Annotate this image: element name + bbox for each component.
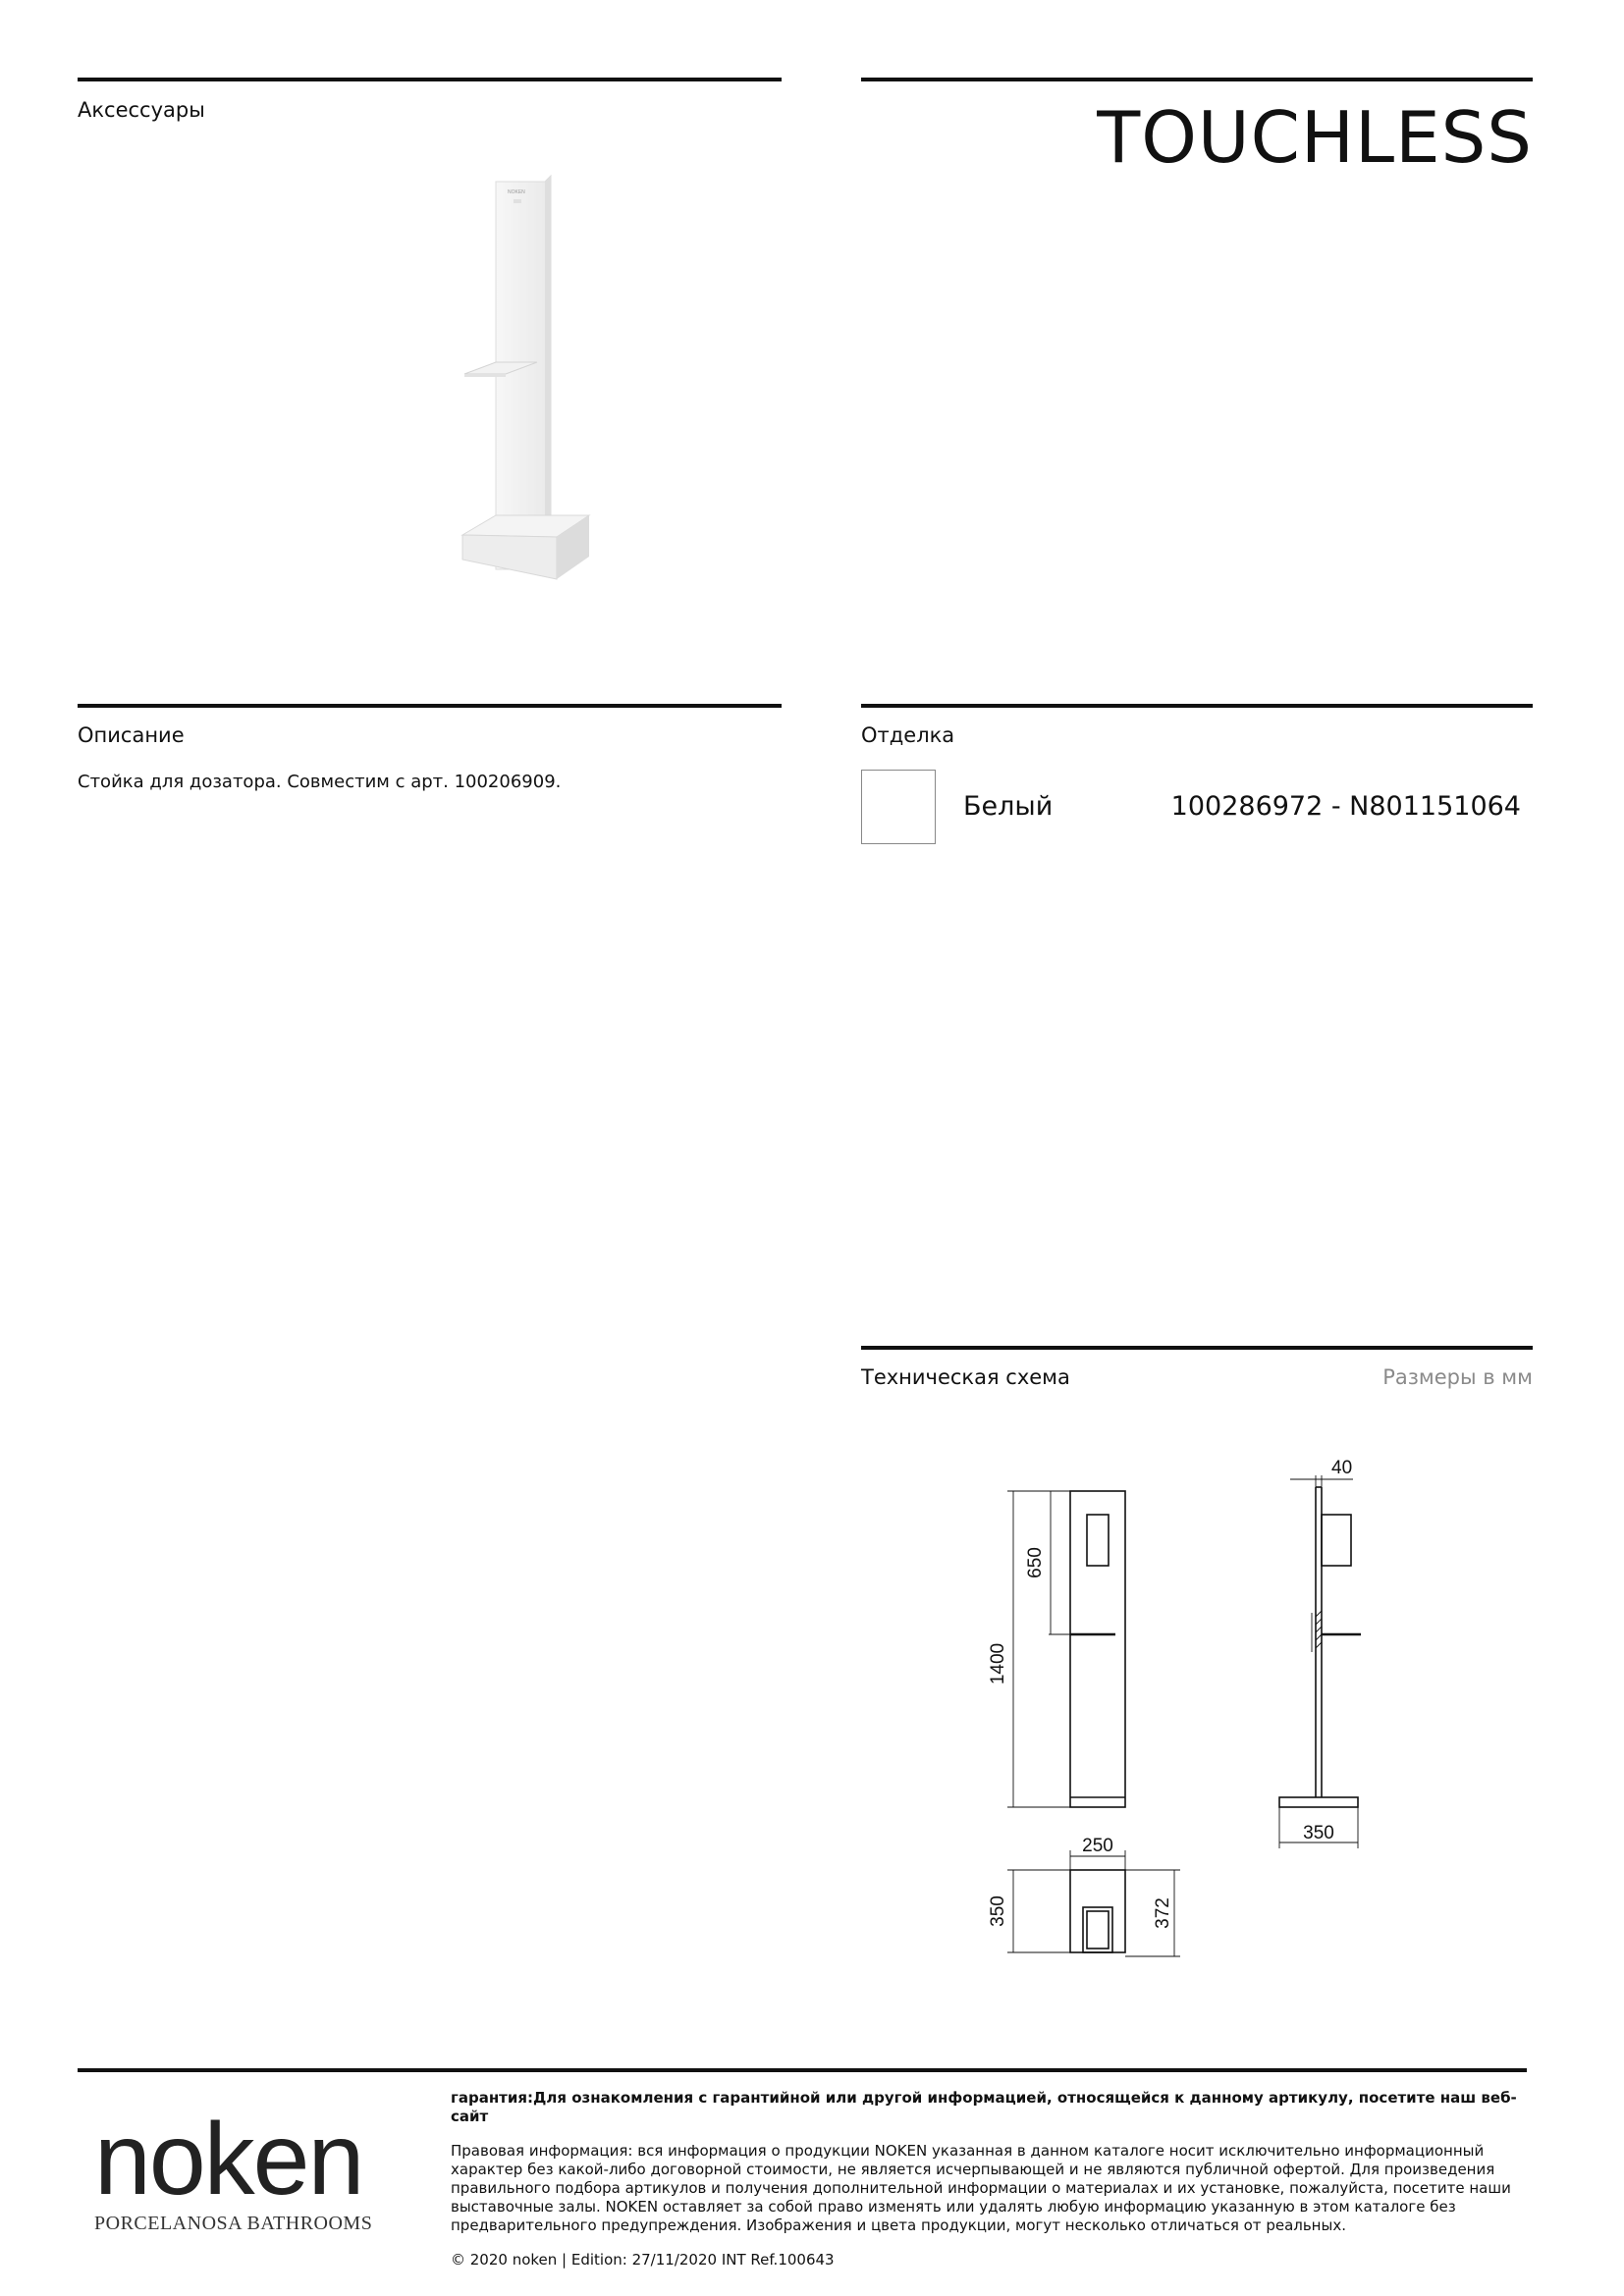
finish-heading: Отделка	[861, 723, 955, 747]
finish-name: Белый	[963, 791, 1054, 822]
technical-drawing	[972, 1448, 1384, 1968]
dim-250: 250	[1082, 1836, 1113, 1856]
footer-text	[451, 2089, 1531, 2269]
noken-logo	[94, 2103, 418, 2235]
dim-1400: 1400	[988, 1642, 1008, 1685]
description-heading: Описание	[78, 723, 185, 747]
edition-text: © 2020 noken | Edition: 27/11/2020 INT Ref.100643	[451, 2251, 835, 2269]
dim-350-plan: 350	[988, 1896, 1008, 1927]
finish-swatch-white	[861, 770, 936, 844]
tech-rule	[861, 1346, 1533, 1350]
tech-units: Размеры в мм	[1382, 1365, 1533, 1389]
warranty-text: гарантия:Для ознакомления с гарантийной или другой информацией, относящейся к данному артикулу, посетите наш веб-сайт	[451, 2089, 1517, 2125]
dim-350-side: 350	[1303, 1823, 1334, 1843]
product-title: TOUCHLESS	[1097, 96, 1533, 179]
category-label: Аксессуары	[78, 98, 205, 122]
mid-rule-left	[78, 704, 782, 708]
dim-372: 372	[1153, 1897, 1173, 1929]
finish-code: 100286972 - N801151064	[1170, 791, 1521, 822]
legal-text: Правовая информация: вся информация о продукции NOKEN указанная в данном каталоге носит исключительно информационный характер без какой-либо договорной стоимости, не является исчерпывающей и не являются публичной офертой. Для произведения правильного подбора артикулов и получения дополнительной информации о материалах и их установке, пожалуйста, посетите наши выставочные залы. NOKEN оставляет за собой право изменять или удалять любую информацию указанную в этом каталоге без предварительного предупреждения. Изображения и цвета продукции, могут несколько отличаться от реальных.	[451, 2142, 1511, 2234]
description-text: Стойка для дозатора. Совместим с арт. 100206909.	[78, 772, 562, 792]
top-rule-left	[78, 78, 782, 81]
tech-heading: Техническая схема	[861, 1365, 1070, 1389]
dim-40: 40	[1331, 1458, 1353, 1478]
dim-650: 650	[1025, 1547, 1046, 1578]
logo-sub: PORCELANOSA BATHROOMS	[94, 2213, 373, 2234]
mid-rule-right	[861, 704, 1533, 708]
logo-word: noken	[94, 2103, 363, 2216]
product-image-badge: NOKEN	[508, 189, 525, 195]
product-image	[447, 172, 604, 584]
footer-rule	[78, 2068, 1527, 2072]
top-rule-right	[861, 78, 1533, 81]
